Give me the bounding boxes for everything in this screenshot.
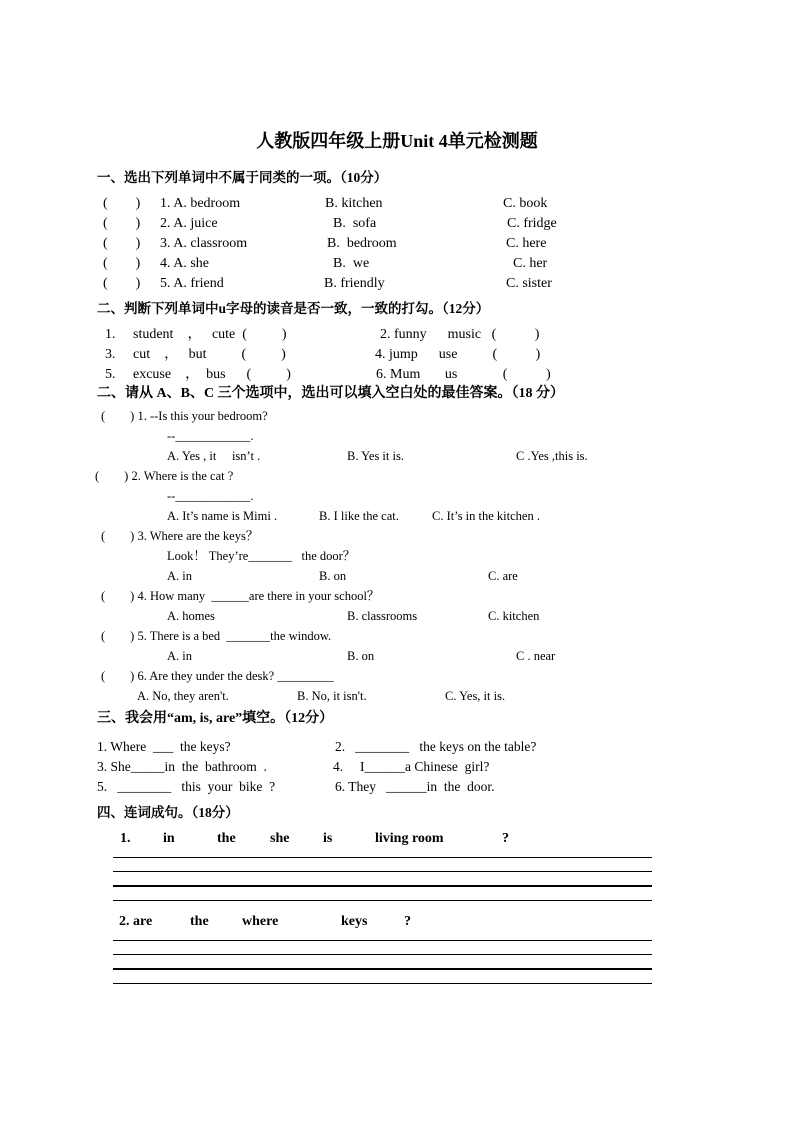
- answer-blank: --____________.: [167, 429, 254, 443]
- option-b: B. kitchen: [325, 196, 383, 211]
- option-b: B. Yes it is.: [347, 449, 404, 463]
- section-1-heading: 一、选出下列单词中不属于同类的一项。（10分）: [97, 170, 388, 185]
- word-tile: the: [217, 831, 236, 846]
- writing-line: [113, 871, 652, 872]
- option-c: C. Yes, it is.: [445, 689, 506, 703]
- word-tile: 1.: [120, 831, 131, 846]
- question-stem: ( ) 1. --Is this your bedroom?: [101, 409, 268, 423]
- pair-item: 6. Mum us ( ): [376, 367, 551, 382]
- word-tile: living room: [375, 831, 444, 846]
- question-stem: ( ) 6. Are they under the desk? _________: [101, 669, 334, 683]
- pair-item: 3. cut ， but ( ): [105, 347, 286, 362]
- question-stem: ( ) 5. There is a bed _______the window.: [101, 629, 332, 643]
- option-c: C. fridge: [507, 216, 557, 231]
- answer-paren: ( ): [103, 216, 141, 231]
- writing-line: [113, 968, 652, 970]
- option-b: B. on: [347, 649, 375, 663]
- option-b: B. bedroom: [327, 236, 397, 251]
- writing-line: [113, 900, 652, 901]
- option-c: C. her: [513, 256, 548, 271]
- fill-item: 2. ________ the keys on the table?: [335, 739, 537, 754]
- word-tile: she: [270, 831, 290, 846]
- word-tile: is: [323, 831, 333, 846]
- answer-paren: ( ): [103, 236, 141, 251]
- fill-item: 4. I______a Chinese girl?: [333, 759, 490, 774]
- fill-item: 6. They ______in the door.: [335, 779, 495, 794]
- option-c: C. here: [506, 236, 547, 251]
- writing-line: [113, 954, 652, 955]
- section-3-heading: 二、请从 A、B、C 三个选项中，选出可以填入空白处的最佳答案。（18 分）: [97, 386, 565, 401]
- option-b: B. sofa: [333, 216, 377, 231]
- option-b: B. I like the cat.: [319, 509, 399, 523]
- word-tile: the: [190, 914, 209, 929]
- option-a: 2. A. juice: [160, 216, 218, 231]
- page-title: 人教版四年级上册Unit 4单元检测题: [256, 131, 538, 151]
- writing-line: [113, 983, 652, 984]
- fill-item: 1. Where ___ the keys?: [97, 739, 231, 754]
- option-b: B. friendly: [324, 276, 385, 291]
- option-b: B. classrooms: [347, 609, 418, 623]
- word-tile: in: [163, 831, 175, 846]
- pair-item: 4. jump use ( ): [375, 347, 541, 362]
- question-sub: Look！ They’re_______ the door？: [167, 549, 356, 563]
- pair-item: 2. funny music ( ): [380, 327, 540, 342]
- option-a: A. homes: [167, 609, 215, 623]
- word-tile: ?: [502, 831, 509, 846]
- option-a: 5. A. friend: [160, 276, 224, 291]
- option-b: B. on: [319, 569, 347, 583]
- option-c: C. It’s in the kitchen .: [432, 509, 540, 523]
- option-c: C. sister: [506, 276, 552, 291]
- answer-paren: ( ): [103, 256, 141, 271]
- fill-item: 5. ________ this your bike ?: [97, 779, 276, 794]
- pair-item: 1. student ， cute ( ): [105, 327, 287, 342]
- section-4-heading: 三、我会用“am, is, are”填空。（12分）: [97, 711, 334, 726]
- option-a: A. in: [167, 569, 192, 583]
- section-2-heading: 二、判断下列单词中u字母的读音是否一致，一致的打勾。（12分）: [97, 301, 490, 316]
- question-stem: ( ) 4. How many ______are there in your school？: [101, 589, 380, 603]
- option-a: 3. A. classroom: [160, 236, 248, 251]
- answer-paren: ( ): [103, 196, 141, 211]
- option-b: B. No, it isn't.: [297, 689, 367, 703]
- question-stem: ( ) 3. Where are the keys？: [101, 529, 259, 543]
- word-tile: ?: [404, 914, 411, 929]
- word-tile: where: [242, 914, 279, 929]
- option-c: C. are: [488, 569, 518, 583]
- option-a: A. in: [167, 649, 192, 663]
- section-5-heading: 四、连词成句。（18分）: [97, 805, 239, 820]
- word-tile: 2. are: [119, 914, 153, 929]
- option-c: C. book: [503, 196, 548, 211]
- option-c: C . near: [516, 649, 556, 663]
- writing-line: [113, 940, 652, 941]
- word-tile: keys: [341, 914, 368, 929]
- fill-item: 3. She_____in the bathroom .: [97, 759, 267, 774]
- pair-item: 5. excuse ， bus ( ): [105, 367, 291, 382]
- question-stem: ( ) 2. Where is the cat ?: [95, 469, 234, 483]
- option-c: C .Yes ,this is.: [516, 449, 588, 463]
- writing-line: [113, 857, 652, 858]
- option-a: A. It’s name is Mimi .: [167, 509, 278, 523]
- option-b: B. we: [333, 256, 370, 271]
- option-a: A. Yes , it isn’t .: [167, 449, 261, 463]
- option-c: C. kitchen: [488, 609, 540, 623]
- writing-line: [113, 885, 652, 887]
- answer-paren: ( ): [103, 276, 141, 291]
- option-a: 1. A. bedroom: [160, 196, 241, 211]
- option-a: A. No, they aren't.: [137, 689, 229, 703]
- answer-blank: --____________.: [167, 489, 254, 503]
- option-a: 4. A. she: [160, 256, 209, 271]
